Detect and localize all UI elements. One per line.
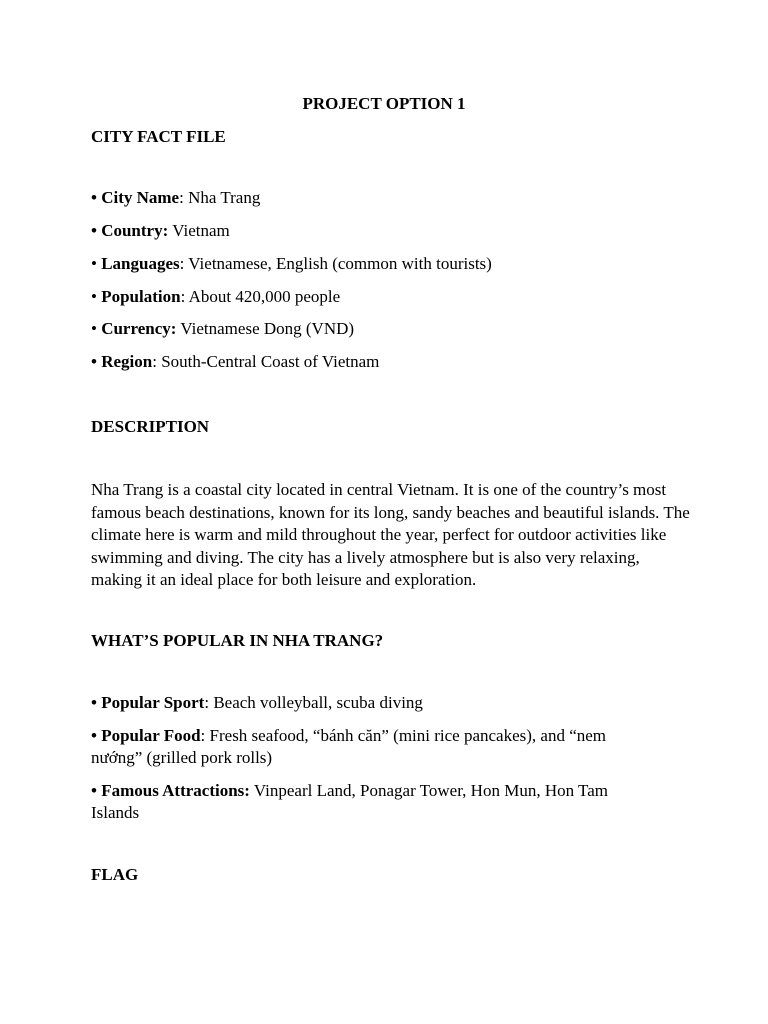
fact-value: About 420,000 people	[188, 287, 341, 306]
fact-separator: :	[179, 254, 189, 273]
popular-label	[91, 693, 204, 712]
fact-file-heading: CITY FACT FILE	[91, 127, 226, 146]
bullet-glyph: •	[91, 781, 102, 800]
fact-item-country	[91, 220, 691, 242]
fact-separator: :	[152, 352, 162, 371]
popular-label-text: Famous Attractions:	[101, 781, 250, 800]
fact-item-languages	[91, 253, 691, 275]
fact-value: South-Central Coast of Vietnam	[161, 352, 380, 371]
bullet-glyph: •	[91, 287, 102, 306]
bullet-glyph: •	[91, 352, 102, 371]
fact-label-text: City Name	[101, 188, 180, 207]
fact-value: Vietnamese Dong (VND)	[180, 319, 355, 338]
popular-label-text: Popular Food	[101, 726, 201, 745]
popular-separator: :	[204, 693, 214, 712]
fact-label	[91, 221, 168, 240]
bullet-glyph: •	[91, 221, 102, 240]
fact-label	[91, 188, 179, 207]
bullet-glyph: •	[91, 726, 102, 745]
fact-label-text: Region	[101, 352, 153, 371]
description-paragraph: Nha Trang is a coastal city located in central Vietnam. It is one of the country’s most famous beach destinations, known for its long, sandy beaches and beautiful islands. The climate here is warm and mild throughout the year, perfect for outdoor activities like swimming and diving. The city has a lively atmosphere but is also very relaxing, making it an ideal place for both leisure and exploration.	[91, 480, 690, 589]
popular-heading: WHAT’S POPULAR IN NHA TRANG?	[91, 631, 384, 650]
popular-value: Beach volleyball, scuba diving	[213, 693, 423, 712]
fact-value: Vietnam	[172, 221, 230, 240]
fact-item-region	[91, 351, 691, 373]
fact-value: Nha Trang	[188, 188, 261, 207]
fact-label-text: Languages	[101, 254, 180, 273]
fact-item-currency	[91, 318, 691, 340]
popular-item-sport	[91, 692, 691, 714]
fact-label-text: Population	[101, 287, 181, 306]
bullet-glyph: •	[91, 254, 102, 273]
fact-separator: :	[180, 287, 189, 306]
fact-label	[91, 352, 152, 371]
fact-value: Vietnamese, English (common with tourists)	[188, 254, 492, 273]
bullet-glyph: •	[91, 188, 102, 207]
description-heading: DESCRIPTION	[91, 417, 210, 436]
popular-value: Vinpearl Land, Ponagar Tower, Hon Mun, Hon Tam Islands	[91, 781, 609, 822]
fact-separator: :	[179, 188, 189, 207]
popular-label-text: Popular Sport	[101, 693, 205, 712]
popular-label	[91, 781, 250, 800]
flag-heading: FLAG	[91, 865, 139, 884]
bullet-glyph: •	[91, 319, 102, 338]
fact-item-population	[91, 286, 691, 308]
fact-item-city-name	[91, 187, 691, 209]
fact-label-text: Currency:	[101, 319, 177, 338]
popular-value: Fresh seafood, “bánh căn” (mini rice pancakes), and “nem nướng” (grilled pork rolls)	[91, 726, 607, 767]
popular-item-food	[91, 725, 651, 769]
fact-label-text: Country:	[101, 221, 169, 240]
popular-separator: :	[200, 726, 210, 745]
popular-item-attractions	[91, 780, 651, 824]
page-title: PROJECT OPTION 1	[302, 94, 466, 113]
bullet-glyph: •	[91, 693, 102, 712]
popular-label	[91, 726, 201, 745]
